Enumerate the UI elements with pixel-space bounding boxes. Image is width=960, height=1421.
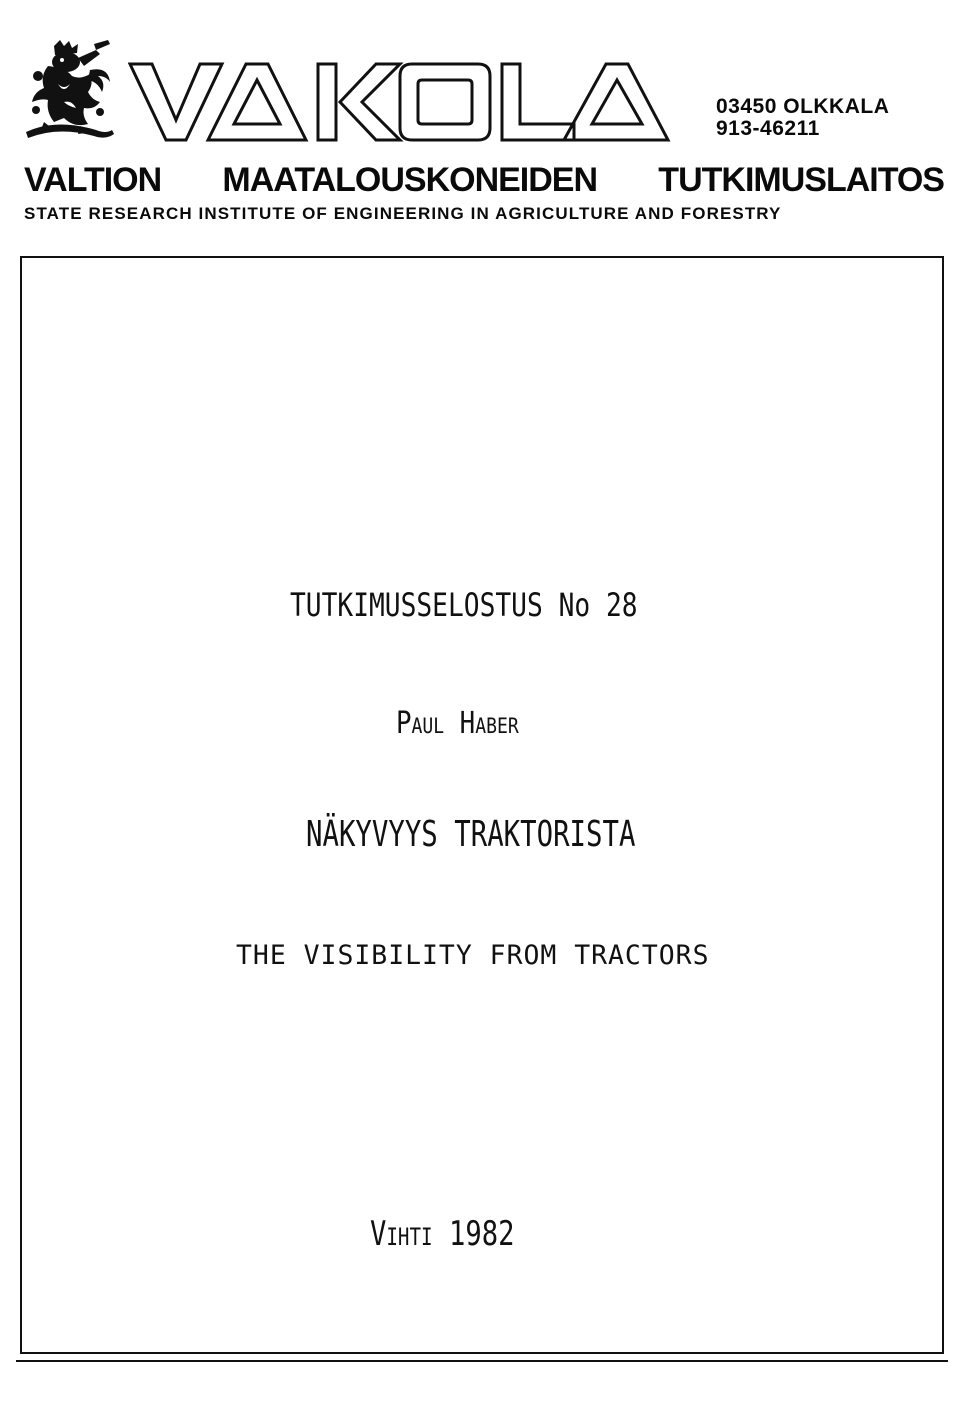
postal-address: 03450 OLKKALA — [716, 95, 890, 118]
report-number: TUTKIMUSSELOSTUS No 28 — [290, 586, 638, 624]
title-english: THE VISIBILITY FROM TRACTORS — [236, 940, 710, 971]
title-finnish: NÄKYVYYS TRAKTORISTA — [306, 814, 636, 855]
lion-coat-of-arms-icon — [24, 40, 116, 148]
bottom-rule — [16, 1360, 948, 1362]
institute-name-word: TUTKIMUSLAITOS — [658, 161, 944, 199]
author-name: Paul Haber — [396, 706, 519, 741]
institute-name-english: STATE RESEARCH INSTITUTE OF ENGINEERING IN AGRICULTURE AND FORESTRY — [24, 204, 782, 223]
contact-block — [716, 96, 889, 140]
phone-number: 913-46211 — [716, 117, 820, 140]
cover-frame — [20, 256, 944, 1354]
institute-name-finnish — [24, 160, 944, 200]
institute-name-word: MAATALOUSKONEIDEN — [222, 161, 598, 199]
place-and-year: Vihti 1982 — [370, 1214, 515, 1254]
vakola-logotype — [128, 62, 700, 142]
institute-name-word: VALTION — [24, 161, 162, 199]
